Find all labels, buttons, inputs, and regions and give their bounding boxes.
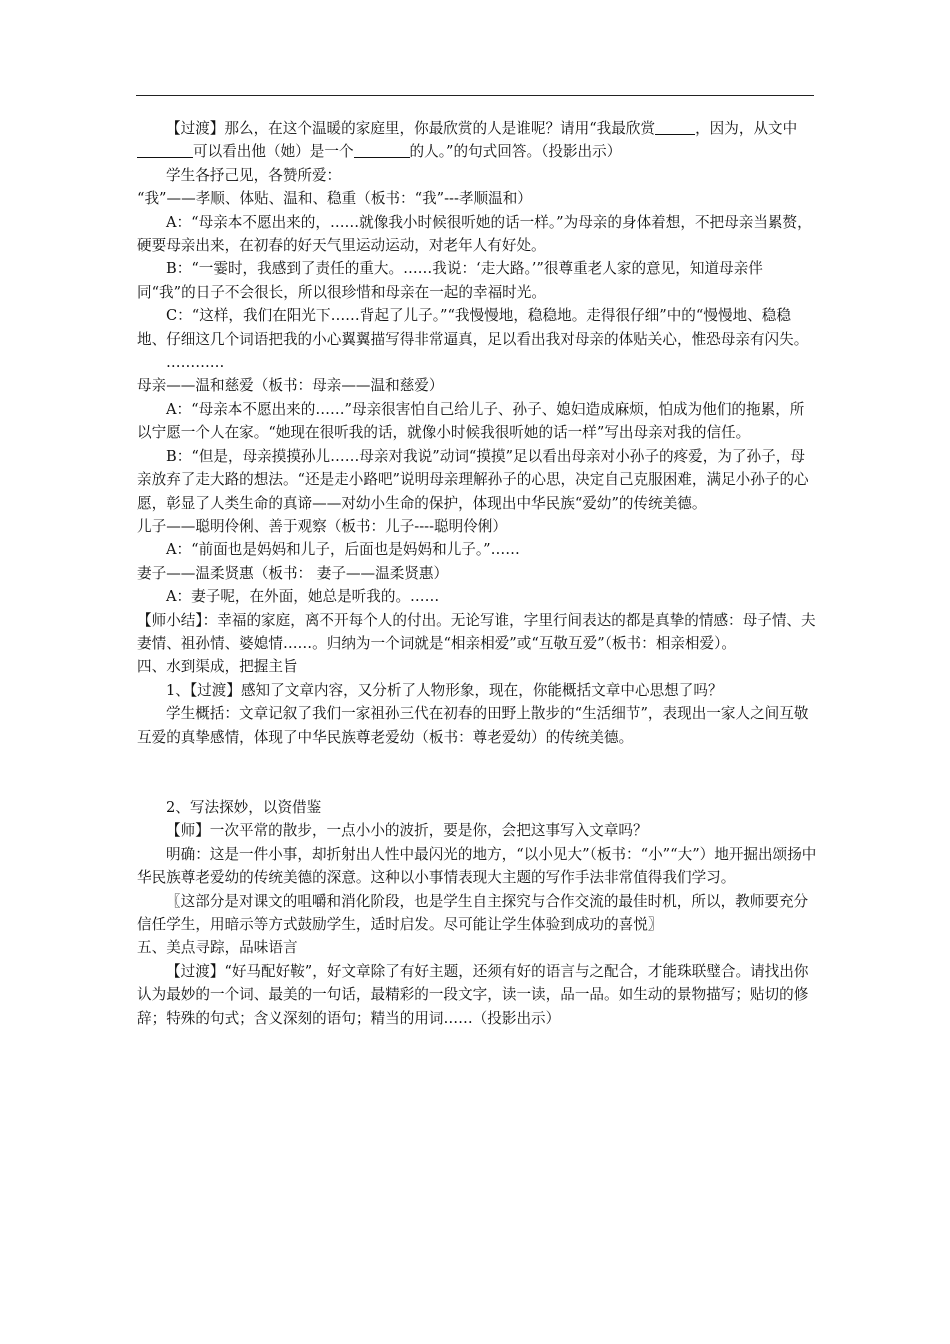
paragraph: A：“母亲本不愿出来的，……就像我小时候很听她的话一样。”为母亲的身体着想，不把母亲当累赘，硬要母亲出来，在初春的好天气里运动运动，对老年人有好处。 bbox=[137, 213, 812, 255]
fill-blank bbox=[137, 143, 193, 158]
paragraph: A：妻子呢，在外面，她总是听我的。…… bbox=[166, 588, 440, 606]
paragraph: A：“母亲本不愿出来的……”母亲很害怕自己给儿子、孙子、媳妇造成麻烦，怕成为他们的拖累，所以宁愿一个人在家。“她现在很听我的话，就像小时候我很听她的话一样”写出母亲对我的信任。 bbox=[137, 400, 805, 442]
fill-blank bbox=[354, 143, 410, 158]
document-body bbox=[137, 117, 817, 1030]
text-segment: 的人。”的句式回答。（投影出示） bbox=[409, 143, 622, 161]
teaching-note: 〖这部分是对课文的咀嚼和消化阶段，也是学生自主探究与合作交流的最佳时机，所以，教师要充分信任学生，用暗示等方式鼓励学生，适时启发。尽可能让学生体验到成功的喜悦〗 bbox=[137, 892, 809, 933]
paragraph: C：“这样，我们在阳光下……背起了儿子。”“我慢慢地，稳稳地。走得很仔细”中的“慢慢地、稳稳地、仔细这几个词语把我的小心翼翼描写得非常逼真，足以看出我对母亲的体贴关心，惟恐母亲有闪失。 bbox=[137, 307, 809, 348]
ellipsis-line: ………… bbox=[166, 354, 225, 372]
paragraph: 学生概括：文章记叙了我们一家祖孙三代在初春的田野上散步的“生活细节”，表现出一家人之间互敬互爱的真挚感情，体现了中华民族尊老爱幼（板书：尊老爱幼）的传统美德。 bbox=[137, 705, 809, 746]
spacer bbox=[137, 749, 817, 796]
paragraph: A：“前面也是妈妈和儿子，后面也是妈妈和儿子。”…… bbox=[166, 541, 520, 559]
paragraph: 明确：这是一件小事，却折射出人性中最闪光的地方，“以小见大”（板书：“小”“大”）地开掘出颂扬中华民族尊老爱幼的传统美德的深意。这种以小事情表现大主题的写作手法非常值得我们学习。 bbox=[137, 845, 817, 887]
paragraph: 学生各抒己见，各赞所爱： bbox=[166, 166, 342, 184]
section-heading-5: 五、美点寻踪，品味语言 bbox=[137, 939, 298, 957]
text-segment: ，因为，从文中 bbox=[695, 120, 798, 137]
paragraph: B：“但是，母亲摸摸孙儿……母亲对我说”动词“摸摸”足以看出母亲对小孙子的疼爱，为了孙子，母亲放弃了走大路的想法。“还是走小路吧”说明母亲理解孙子的心思，决定自己克服困难，满足小孙子的心愿，彰显了人类生命的真谛——对幼小生命的保护，体现出中华民族“爱幼”的传统美德。 bbox=[137, 447, 809, 512]
character-heading-mother: 母亲——温和慈爱（板书：母亲——温和慈爱） bbox=[137, 377, 444, 395]
header-rule bbox=[136, 95, 814, 96]
teacher-summary: 【师小结】：幸福的家庭，离不开每个人的付出。无论写谁，字里行间表达的都是真挚的情感：母子情、夫妻情、祖孙情、婆媳情……。归纳为一个词就是“相亲相爱”或“互敬互爱”（板书：相亲相爱）。 bbox=[137, 611, 816, 652]
text-segment: 【过渡】那么，在这个温暖的家庭里，你最欣赏的人是谁呢？请用“我最欣赏 bbox=[166, 120, 656, 137]
paragraph: 【过渡】“好马配好鞍”，好文章除了有好主题，还须有好的语言与之配合，才能珠联璧合。请找出你认为最妙的一个词、最美的一句话，最精彩的一段文字，读一读，品一品。如生动的景物描写；贴切的修辞；特殊的句式；含义深刻的语句；精当的用词……（投影出示） bbox=[137, 962, 809, 1027]
character-heading-son: 儿子——聪明伶俐、善于观察（板书：儿子----聪明伶俐） bbox=[137, 517, 507, 535]
character-heading-wife: 妻子——温柔贤惠（板书： 妻子——温柔贤惠） bbox=[137, 564, 449, 582]
section-heading-4: 四、水到渠成，把握主旨 bbox=[137, 658, 298, 676]
paragraph-transition-question bbox=[137, 117, 817, 164]
paragraph: B：“一霎时，我感到了责任的重大。……我说：‘走大路。’”很尊重老人家的意见，知道母亲伴同“我”的日子不会很长，所以很珍惜和母亲在一起的幸福时光。 bbox=[137, 260, 763, 301]
text-segment: 可以看出他（她）是一个 bbox=[193, 143, 354, 161]
paragraph: 【师】一次平常的散步，一点小小的波折，要是你，会把这事写入文章吗？ bbox=[166, 822, 648, 840]
character-heading-me: “我”——孝顺、体贴、温和、稳重（板书：“我”---孝顺温和） bbox=[137, 190, 532, 208]
fill-blank bbox=[655, 120, 695, 135]
paragraph: 1、【过渡】感知了文章内容，又分析了人物形象，现在，你能概括文章中心思想了吗？ bbox=[166, 681, 723, 699]
subsection-heading: 2、写法探妙，以资借鉴 bbox=[166, 798, 322, 816]
